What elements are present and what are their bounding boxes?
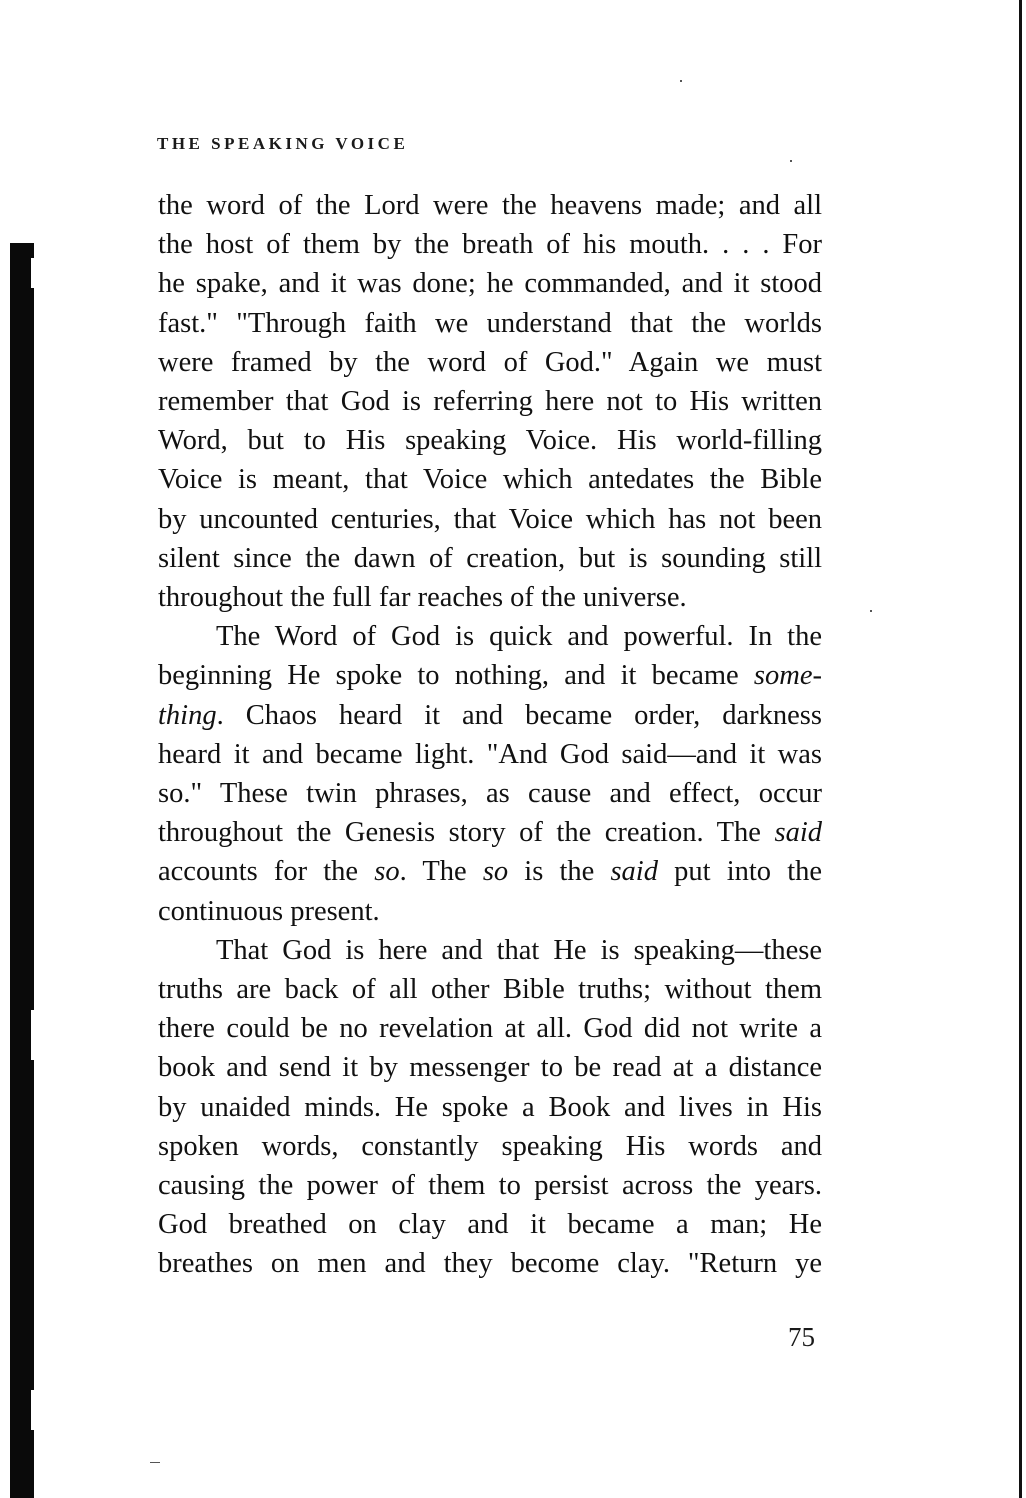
scan-edge-shadow xyxy=(10,243,34,1498)
page-number: 75 xyxy=(788,1322,815,1352)
text-run: there could be no revelation at all. God did not write a xyxy=(158,1013,822,1045)
text-run: by uncounted centuries, that Voice which has not been xyxy=(158,503,822,535)
text-run: causing the power of them to persist across the years. xyxy=(158,1170,822,1202)
text-run: The Word of God is quick and powerful. In the xyxy=(216,621,822,653)
text-run: spoken words, constantly speaking His words and xyxy=(158,1130,822,1162)
text-run: is the xyxy=(508,856,611,888)
italic-run: so xyxy=(374,856,400,888)
italic-run: said xyxy=(610,856,658,888)
text-line xyxy=(158,539,822,578)
text-run: truths are back of all other Bible truths; without them xyxy=(158,974,822,1006)
text-line xyxy=(158,852,822,891)
scan-speck xyxy=(870,610,872,612)
text-line xyxy=(158,774,822,813)
text-run: fast." "Through faith we understand that the worlds xyxy=(158,307,822,339)
running-head: THE SPEAKING VOICE xyxy=(157,134,409,153)
text-line xyxy=(158,656,822,695)
italic-run: some- xyxy=(753,660,822,692)
text-run: silent since the dawn of creation, but is sounding still xyxy=(158,542,822,574)
text-run: heard it and became light. "And God said—and it was xyxy=(158,738,822,770)
text-line xyxy=(158,813,822,852)
scan-speck xyxy=(790,160,792,162)
text-run: . Chaos heard it and became order, darkness xyxy=(216,699,822,731)
scan-speck xyxy=(150,1462,160,1463)
text-line xyxy=(158,1088,822,1127)
text-run: so." These twin phrases, as cause and effect, occur xyxy=(158,778,822,810)
text-run: God breathed on clay and it became a man; He xyxy=(158,1209,822,1241)
text-line xyxy=(158,617,822,656)
text-line xyxy=(158,304,822,343)
text-line xyxy=(158,225,822,264)
text-line xyxy=(158,500,822,539)
text-line xyxy=(158,460,822,499)
text-line xyxy=(158,1205,822,1244)
text-line xyxy=(158,421,822,460)
text-run: remember that God is referring here not to His written xyxy=(158,386,822,418)
text-run: the word of the Lord were the heavens made; and all xyxy=(158,190,822,221)
text-line xyxy=(158,343,822,382)
text-line xyxy=(158,264,822,303)
text-line xyxy=(158,1009,822,1048)
paragraph xyxy=(158,617,822,931)
text-run: beginning He spoke to nothing, and it became xyxy=(158,660,754,692)
text-line xyxy=(158,735,822,774)
text-run: breathes on men and they become clay. "Return ye xyxy=(158,1248,822,1280)
paragraph xyxy=(158,931,822,1284)
text-run: by unaided minds. He spoke a Book and lives in His xyxy=(158,1091,822,1123)
text-run: Word, but to His speaking Voice. His world-filling xyxy=(158,425,822,457)
text-line xyxy=(158,1127,822,1166)
text-run: he spake, and it was done; he commanded, and it stood xyxy=(158,268,822,300)
italic-run: so xyxy=(482,856,509,888)
text-run: throughout the Genesis story of the creation. The xyxy=(158,817,775,849)
text-line xyxy=(158,1244,822,1283)
text-run: continuous present. xyxy=(158,895,380,927)
text-line xyxy=(158,970,822,1009)
text-run: were framed by the word of God." Again we must xyxy=(158,346,822,378)
scan-speck xyxy=(680,80,682,82)
scan-edge-line xyxy=(1019,0,1022,1498)
text-line xyxy=(158,892,822,931)
body-text xyxy=(158,186,822,1284)
text-line xyxy=(158,1048,822,1087)
text-run: throughout the full far reaches of the universe. xyxy=(158,582,687,614)
text-run: book and send it by messenger to be read at a distance xyxy=(158,1052,822,1084)
scan-edge-notch xyxy=(31,258,35,288)
scan-edge-notch xyxy=(31,1390,35,1430)
text-line xyxy=(158,931,822,970)
text-run: the host of them by the breath of his mouth. . . . For xyxy=(158,229,822,261)
scan-edge-notch xyxy=(31,1010,35,1060)
text-run: Voice is meant, that Voice which antedates the Bible xyxy=(158,464,822,496)
text-run: accounts for the xyxy=(158,856,375,888)
italic-run: said xyxy=(774,817,822,849)
text-line xyxy=(158,382,822,421)
paragraph xyxy=(158,186,822,617)
text-run: That God is here and that He is speaking—these xyxy=(216,934,822,966)
text-line xyxy=(158,1166,822,1205)
italic-run: thing xyxy=(158,699,217,731)
text-line xyxy=(158,578,822,617)
text-run: put into the xyxy=(657,856,823,888)
text-line xyxy=(158,186,822,225)
text-run: . The xyxy=(399,856,483,888)
text-line xyxy=(158,696,822,735)
